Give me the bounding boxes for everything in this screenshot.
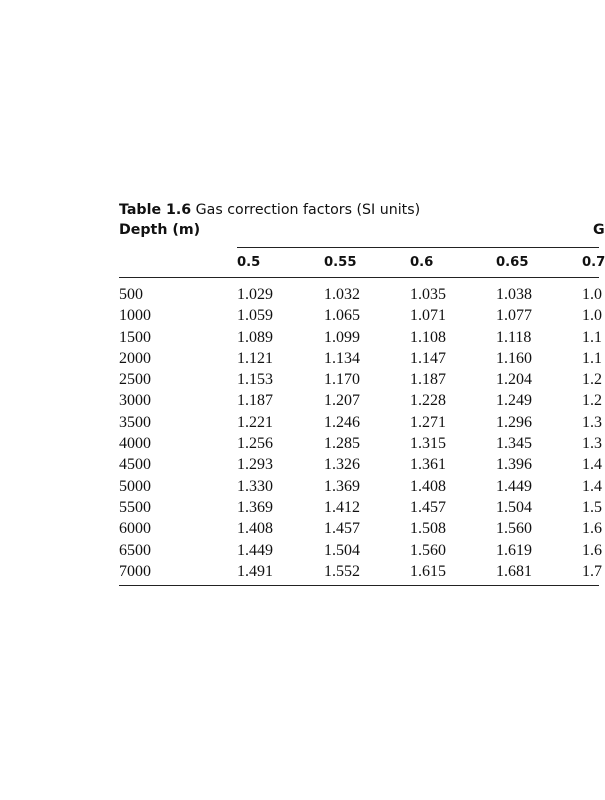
table-row [119, 412, 602, 433]
column-header-5: 0.7 [582, 255, 605, 270]
value-cell: 1.153 [237, 371, 273, 389]
value-cell: 1.449 [237, 541, 273, 559]
table-row [119, 476, 602, 497]
value-cell: 1.345 [496, 435, 532, 453]
depth-cell: 7000 [119, 562, 151, 580]
value-cell: 1.099 [324, 328, 360, 346]
value-cell: 1.508 [410, 520, 446, 538]
value-cell: 1.457 [324, 520, 360, 538]
depth-cell: 6000 [119, 520, 151, 538]
value-cell: 1.2 [582, 371, 602, 389]
depth-cell: 1000 [119, 307, 151, 325]
group-header-rule [237, 247, 599, 248]
value-cell: 1.204 [496, 371, 532, 389]
table-body [119, 284, 602, 582]
value-cell: 1.681 [496, 562, 532, 580]
value-cell: 1.029 [237, 286, 273, 303]
value-cell: 1.5 [582, 498, 602, 516]
column-header-3: 0.6 [410, 255, 434, 270]
value-cell: 1.504 [496, 498, 532, 516]
depth-cell: 4000 [119, 435, 151, 453]
value-cell: 1.7 [582, 562, 602, 580]
value-cell: 1.6 [582, 541, 602, 559]
value-cell: 1.449 [496, 477, 532, 495]
table-row [119, 284, 602, 305]
column-header-2: 0.55 [324, 255, 357, 270]
depth-cell: 3500 [119, 413, 151, 431]
value-cell: 1.108 [410, 328, 446, 346]
value-cell: 1.0 [582, 307, 602, 325]
value-cell: 1.408 [237, 520, 273, 538]
table-row [119, 327, 602, 348]
value-cell: 1.170 [324, 371, 360, 389]
value-cell: 1.6 [582, 520, 602, 538]
value-cell: 1.228 [410, 392, 446, 410]
table-row [119, 454, 602, 475]
depth-cell: 6500 [119, 541, 151, 559]
value-cell: 1.361 [410, 456, 446, 474]
depth-cell: 1500 [119, 328, 151, 346]
footer-rule [119, 585, 599, 586]
value-cell: 1.3 [582, 413, 602, 431]
value-cell: 1.2 [582, 392, 602, 410]
value-cell: 1.271 [410, 413, 446, 431]
value-cell: 1.369 [237, 498, 273, 516]
value-cell: 1.256 [237, 435, 273, 453]
column-header-1: 0.5 [237, 255, 261, 270]
value-cell: 1.4 [582, 456, 602, 474]
value-cell: 1.285 [324, 435, 360, 453]
value-cell: 1.552 [324, 562, 360, 580]
value-cell: 1.412 [324, 498, 360, 516]
table-row [119, 348, 602, 369]
value-cell: 1.619 [496, 541, 532, 559]
value-cell: 1.491 [237, 562, 273, 580]
value-cell: 1.187 [237, 392, 273, 410]
value-cell: 1.457 [410, 498, 446, 516]
value-cell: 1.408 [410, 477, 446, 495]
depth-cell: 2500 [119, 371, 151, 389]
group-column-header: G [593, 222, 605, 238]
table-number: Table 1.6 [119, 202, 192, 218]
value-cell: 1.038 [496, 286, 532, 303]
table-row [119, 561, 602, 582]
table-row [119, 518, 602, 539]
table-caption [119, 201, 599, 220]
depth-cell: 500 [119, 286, 143, 303]
table-row [119, 390, 602, 411]
table-row [119, 433, 602, 454]
depth-cell: 2000 [119, 349, 151, 367]
depth-cell: 4500 [119, 456, 151, 474]
value-cell: 1.369 [324, 477, 360, 495]
value-cell: 1.089 [237, 328, 273, 346]
value-cell: 1.560 [410, 541, 446, 559]
table-row [119, 305, 602, 326]
value-cell: 1.3 [582, 435, 602, 453]
table-row [119, 369, 602, 390]
depth-cell: 5000 [119, 477, 151, 495]
value-cell: 1.147 [410, 349, 446, 367]
value-cell: 1.330 [237, 477, 273, 495]
depth-cell: 3000 [119, 392, 151, 410]
value-cell: 1.315 [410, 435, 446, 453]
value-cell: 1.071 [410, 307, 446, 325]
value-cell: 1.077 [496, 307, 532, 325]
value-cell: 1.0 [582, 286, 602, 303]
column-header-4: 0.65 [496, 255, 529, 270]
value-cell: 1.187 [410, 371, 446, 389]
table-row [119, 540, 602, 561]
value-cell: 1.1 [582, 328, 602, 346]
value-cell: 1.160 [496, 349, 532, 367]
table-title: Gas correction factors (SI units) [195, 202, 421, 218]
value-cell: 1.221 [237, 413, 273, 431]
value-cell: 1.032 [324, 286, 360, 303]
gas-correction-table [119, 201, 605, 580]
value-cell: 1.4 [582, 477, 602, 495]
depth-column-header: Depth (m) [119, 222, 201, 238]
value-cell: 1.249 [496, 392, 532, 410]
value-cell: 1.504 [324, 541, 360, 559]
value-cell: 1.246 [324, 413, 360, 431]
value-cell: 1.615 [410, 562, 446, 580]
value-cell: 1.118 [496, 328, 532, 346]
value-cell: 1.1 [582, 349, 602, 367]
value-cell: 1.134 [324, 349, 360, 367]
value-cell: 1.121 [237, 349, 273, 367]
value-cell: 1.065 [324, 307, 360, 325]
header-rule [119, 277, 599, 278]
value-cell: 1.560 [496, 520, 532, 538]
value-cell: 1.326 [324, 456, 360, 474]
value-cell: 1.293 [237, 456, 273, 474]
table-row [119, 497, 602, 518]
value-cell: 1.296 [496, 413, 532, 431]
depth-cell: 5500 [119, 498, 151, 516]
value-cell: 1.059 [237, 307, 273, 325]
value-cell: 1.035 [410, 286, 446, 303]
value-cell: 1.207 [324, 392, 360, 410]
value-cell: 1.396 [496, 456, 532, 474]
